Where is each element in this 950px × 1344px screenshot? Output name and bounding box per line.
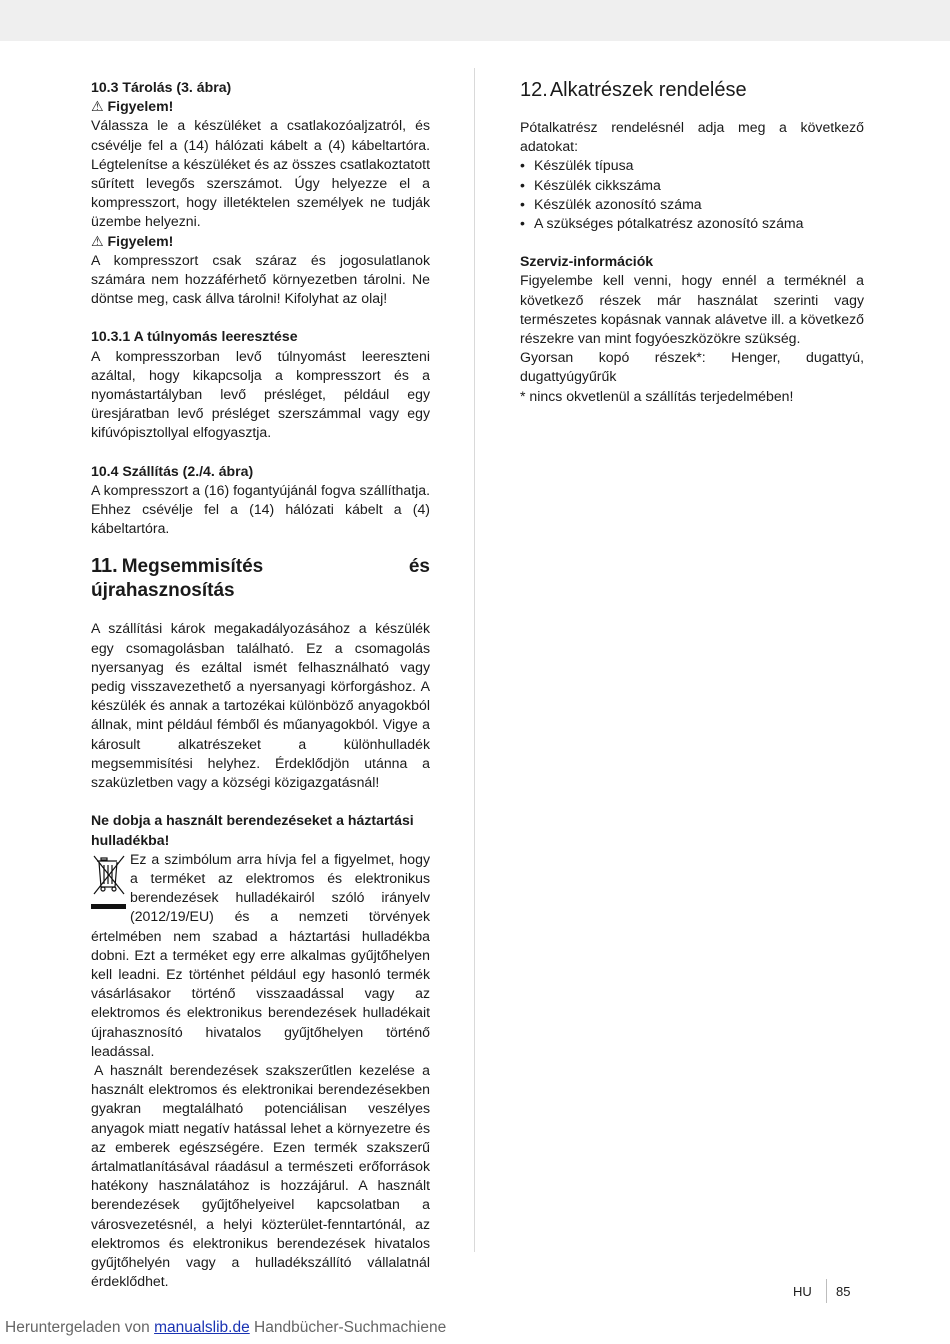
section-10-4-text: A kompresszort a (16) fogantyújánál fogva szállíthatja. Ehhez csévélje fel a (14) hálózati kábelt a (4) kábeltartóra. — [91, 481, 430, 537]
crossed-bin-icon — [91, 854, 128, 914]
manualslib-link[interactable]: manualslib.de — [154, 1319, 250, 1336]
right-column — [520, 78, 864, 406]
weee-block — [91, 850, 430, 1292]
parts-intro: Pótalkatrész rendelésnél adja meg a következő adatokat: — [520, 119, 864, 155]
section-11-text: A szállítási károk megakadályozásához a készülék egy csomagolásban található. Ez a csomagolás nyersanyag és ezáltal ismét felhasználható vagy pedig visszavezethető a nyersanyagi körforgáshoz. A készülék és annak a tartozékai különböző anyagokból állnak, mint például fémből és műanyagokból. Vigye a károsult alkatrészeket a különhulladék megsemmisítési helyhez. Érdeklődjön utánna a szaküzletben vagy a községi közigazgatásnál! — [91, 620, 430, 791]
section-12-title: Alkatrészek rendelése — [549, 79, 747, 101]
section-11-title: Megsemmisítés és újrahasznosítás — [91, 556, 430, 602]
top-bar — [0, 0, 950, 41]
wear-parts-text: Gyorsan kopó részek*: Henger, dugattyú, dugattyúgyűrűk — [520, 349, 864, 385]
download-prefix: Heruntergeladen von — [5, 1319, 155, 1336]
section-10-3-1-text: A kompresszorban levő túlnyomást leereszteni azáltal, hogy kikapcsolja a kompresszort és a nyomástartályban levő présléget, például egy üresjáratban levő présléget szerszámmal vagy egy kifúvópisztollyal elfogyasztja. — [91, 347, 430, 441]
footer-separator — [826, 1279, 827, 1303]
warning-label-1: ⚠ Figyelem! — [91, 98, 174, 115]
service-title: Szerviz-információk — [520, 253, 654, 270]
weee-title: Ne dobja a használt berendezéseket a háztartási hulladékba! — [91, 812, 414, 848]
warning-label-2: ⚠ Figyelem! — [91, 232, 174, 249]
column-divider — [474, 68, 475, 1252]
section-10-3-1-title: 10.3.1 A túlnyomás leeresztése — [91, 328, 298, 345]
warning-text-1: Válassza le a készüléket a csatlakozóaljzatról, és csévélje fel a (14) hálózati kábelt a (4) kábeltartóra. Légtelenítse a készüléket és az összes csatlakoztatott sűrített levegős szerszámot. Úgy helyezze el a kompresszort, hogy illetéktelen személyek ne tudják üzembe helyezni. — [91, 117, 430, 230]
section-11-number: 11. — [91, 555, 118, 578]
list-item: • Készülék cikkszáma — [520, 176, 864, 195]
section-10-3-title: 10.3 Tárolás (3. ábra) — [91, 79, 232, 95]
section-10-4-title: 10.4 Szállítás (2./4. ábra) — [91, 462, 254, 479]
section-12-number: 12. — [520, 79, 548, 101]
download-notice — [5, 1318, 446, 1338]
section-11-heading — [91, 554, 430, 603]
warning-text-2: A kompresszort csak száraz és jogosulatlanok számára nem hozzáférhető környezetben tárolni. Ne döntse meg, cask állva tárolni! Kifolyhat az olaj! — [91, 251, 430, 307]
footnote: * nincs okvetlenül a szállítás terjedelmében! — [520, 387, 794, 404]
left-column — [91, 78, 430, 1291]
section-12-heading — [520, 78, 864, 102]
weee-text: Ez a szimbólum arra hívja fel a figyelmet, hogy a terméket az elektromos és elektronikus berendezések hulladékairól szóló irányelv (2012/19/EU) és a nemzeti törvények értelmében nem szabad a háztartási hulladékba dobni. Ezt a terméket egy erre alkalmas gyűjtőhelyen kell leadni. Ez történhet például egy hasonló termék vásárlásakor történő visszaadással vagy az elektromos és elektronikus berendezések hulladékait újrahasznosító hivatalos gyűjtőhelyen történő leadással. — [91, 850, 430, 1059]
list-item: • Készülék azonosító száma — [520, 195, 864, 214]
page-number: 85 — [836, 1284, 851, 1299]
list-item: • A szükséges pótalkatrész azonosító száma — [520, 214, 864, 233]
service-text: Figyelembe kell venni, hogy ennél a terméknél a következő részek már használat szerinti vagy természetes kopásnak vannak alávetve ill. a következő részekre van mint fogyóeszközökre szükség. — [520, 272, 864, 347]
list-item: • Készülék típusa — [520, 156, 864, 175]
download-suffix: Handbücher-Suchmachiene — [249, 1319, 447, 1336]
weee-text-2: A használt berendezések szakszerűtlen kezelése a használt elektromos és elektronikai berendezésekben gyakran megtalálható potenciálisan veszélyes anyagok miatt negatív hatással lehet a környezetre és az emberek egészségére. Ezen termék szakszerű ártalmatlanításával ráadásul a természeti erőforrások hatékony használatához is hozzájárul. A használt berendezések gyűjtőhelyeivel kapcsolatban a városvezetésnél, a helyi közterület-fenntartónál, az elektromos és elektronikus berendezések hivatalos gyűjtőhelyén vagy a hulladékszállító vállalatnál érdeklődhet. — [91, 1061, 430, 1290]
language-code: HU — [793, 1284, 812, 1299]
parts-list — [520, 156, 864, 233]
